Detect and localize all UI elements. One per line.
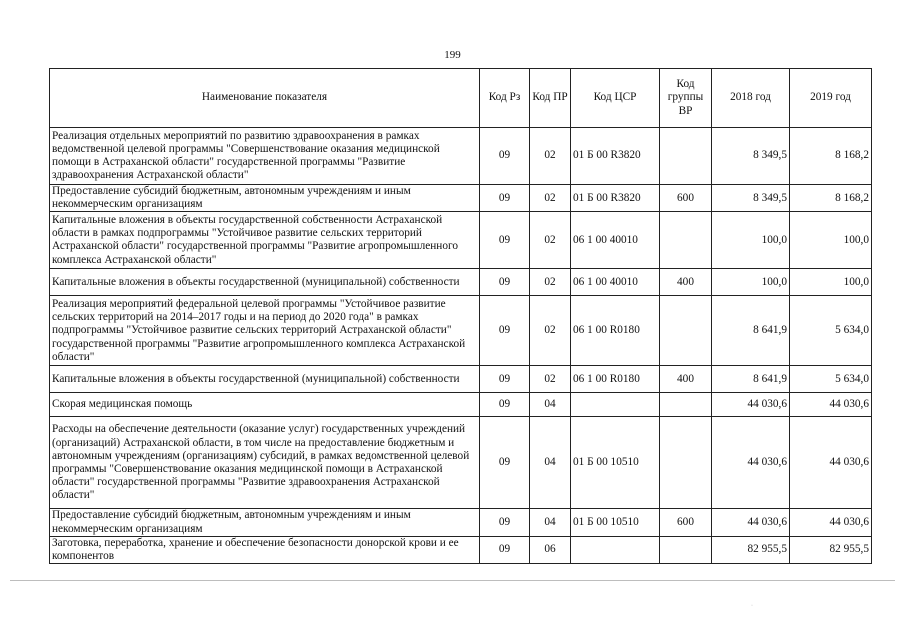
- table-row: [50, 128, 872, 185]
- row-vr: [660, 536, 712, 563]
- row-rz: 09: [480, 509, 530, 536]
- row-pr: 02: [530, 212, 571, 269]
- table-row: [50, 393, 872, 417]
- table-row: [50, 366, 872, 393]
- header-2019: 2019 год: [790, 69, 872, 128]
- row-name: Реализация отдельных мероприятий по развитию здравоохранения в рамках ведомственной целевой программы "Совершенствование оказания медицинской помощи в Астраханской области" государственной программы "Развитие здравоохранения Астраханской области": [50, 128, 480, 185]
- row-2018: 8 349,5: [712, 128, 790, 185]
- row-csr: 06 1 00 R0180: [571, 366, 660, 393]
- row-name: Заготовка, переработка, хранение и обеспечение безопасности донорской крови и ее компонентов: [50, 536, 480, 563]
- row-csr: 01 Б 00 R3820: [571, 185, 660, 212]
- row-pr: 02: [530, 296, 571, 366]
- row-rz: 09: [480, 393, 530, 417]
- row-2019: 100,0: [790, 212, 872, 269]
- row-2019: 100,0: [790, 269, 872, 296]
- row-vr: 600: [660, 185, 712, 212]
- row-name: Предоставление субсидий бюджетным, автономным учреждениям и иным некоммерческим организациям: [50, 185, 480, 212]
- row-2019: 5 634,0: [790, 366, 872, 393]
- row-rz: 09: [480, 185, 530, 212]
- table-row: [50, 509, 872, 536]
- table-row: [50, 296, 872, 366]
- row-vr: [660, 296, 712, 366]
- table-header-row: [50, 69, 872, 128]
- row-rz: 09: [480, 269, 530, 296]
- row-2018: 82 955,5: [712, 536, 790, 563]
- row-vr: [660, 393, 712, 417]
- row-2018: 8 349,5: [712, 185, 790, 212]
- row-2019: 8 168,2: [790, 185, 872, 212]
- row-2018: 8 641,9: [712, 366, 790, 393]
- header-name: Наименование показателя: [50, 69, 480, 128]
- row-csr: [571, 536, 660, 563]
- row-2018: 100,0: [712, 269, 790, 296]
- row-2019: 82 955,5: [790, 536, 872, 563]
- row-2018: 8 641,9: [712, 296, 790, 366]
- row-vr: [660, 212, 712, 269]
- scan-edge-line: [10, 580, 895, 581]
- header-2018: 2018 год: [712, 69, 790, 128]
- header-csr: Код ЦСР: [571, 69, 660, 128]
- row-csr: 01 Б 00 10510: [571, 417, 660, 509]
- page-number: 199: [444, 49, 461, 61]
- row-rz: 09: [480, 417, 530, 509]
- row-csr: 06 1 00 40010: [571, 269, 660, 296]
- table-row: [50, 417, 872, 509]
- table-row: [50, 269, 872, 296]
- row-csr: 06 1 00 R0180: [571, 296, 660, 366]
- row-name: Капитальные вложения в объекты государственной собственности Астраханской области в рамках подпрограммы "Устойчивое развитие сельских территорий Астраханской области" государственной программы "Развитие агропромышленного комплекса Астраханской области": [50, 212, 480, 269]
- row-name: Капитальные вложения в объекты государственной (муниципальной) собственности: [50, 269, 480, 296]
- row-2019: 44 030,6: [790, 509, 872, 536]
- row-2019: 8 168,2: [790, 128, 872, 185]
- row-2018: 44 030,6: [712, 417, 790, 509]
- row-name: Расходы на обеспечение деятельности (оказание услуг) государственных учреждений (организаций) Астраханской области, в том числе на предоставление бюджетным и автономным учреждениям (организациям) субсидий, в рамках ведомственной целевой программы "Совершенствование оказания медицинской помощи в Астраханской области" государственной программы "Развитие здравоохранения Астраханской области": [50, 417, 480, 509]
- row-vr: 400: [660, 366, 712, 393]
- row-name: Предоставление субсидий бюджетным, автономным учреждениям и иным некоммерческим организациям: [50, 509, 480, 536]
- row-rz: 09: [480, 296, 530, 366]
- row-name: Капитальные вложения в объекты государственной (муниципальной) собственности: [50, 366, 480, 393]
- row-2019: 44 030,6: [790, 393, 872, 417]
- row-pr: 04: [530, 509, 571, 536]
- row-2019: 5 634,0: [790, 296, 872, 366]
- row-vr: [660, 128, 712, 185]
- row-2018: 100,0: [712, 212, 790, 269]
- row-rz: 09: [480, 128, 530, 185]
- row-pr: 02: [530, 185, 571, 212]
- row-2018: 44 030,6: [712, 509, 790, 536]
- row-vr: 400: [660, 269, 712, 296]
- row-vr: 600: [660, 509, 712, 536]
- row-pr: 04: [530, 393, 571, 417]
- table-row: [50, 185, 872, 212]
- scan-speck: ·: [751, 603, 753, 609]
- header-pr: Код ПР: [530, 69, 571, 128]
- table-row: [50, 212, 872, 269]
- row-2018: 44 030,6: [712, 393, 790, 417]
- row-pr: 04: [530, 417, 571, 509]
- table-row: [50, 536, 872, 563]
- row-vr: [660, 417, 712, 509]
- row-rz: 09: [480, 212, 530, 269]
- header-vr: Код группы ВР: [660, 69, 712, 128]
- row-2019: 44 030,6: [790, 417, 872, 509]
- row-csr: 01 Б 00 R3820: [571, 128, 660, 185]
- row-name: Скорая медицинская помощь: [50, 393, 480, 417]
- row-pr: 02: [530, 128, 571, 185]
- row-csr: [571, 393, 660, 417]
- row-name: Реализация мероприятий федеральной целевой программы "Устойчивое развитие сельских территорий на 2014–2017 годы и на период до 2020 года" в рамках подпрограммы "Устойчивое развитие сельских территорий Астраханской области" государственной программы "Развитие агропромышленного комплекса Астраханской области": [50, 296, 480, 366]
- header-rz: Код Рз: [480, 69, 530, 128]
- row-pr: 02: [530, 269, 571, 296]
- row-pr: 02: [530, 366, 571, 393]
- row-rz: 09: [480, 536, 530, 563]
- budget-table: [49, 68, 872, 564]
- row-csr: 01 Б 00 10510: [571, 509, 660, 536]
- row-csr: 06 1 00 40010: [571, 212, 660, 269]
- row-pr: 06: [530, 536, 571, 563]
- row-rz: 09: [480, 366, 530, 393]
